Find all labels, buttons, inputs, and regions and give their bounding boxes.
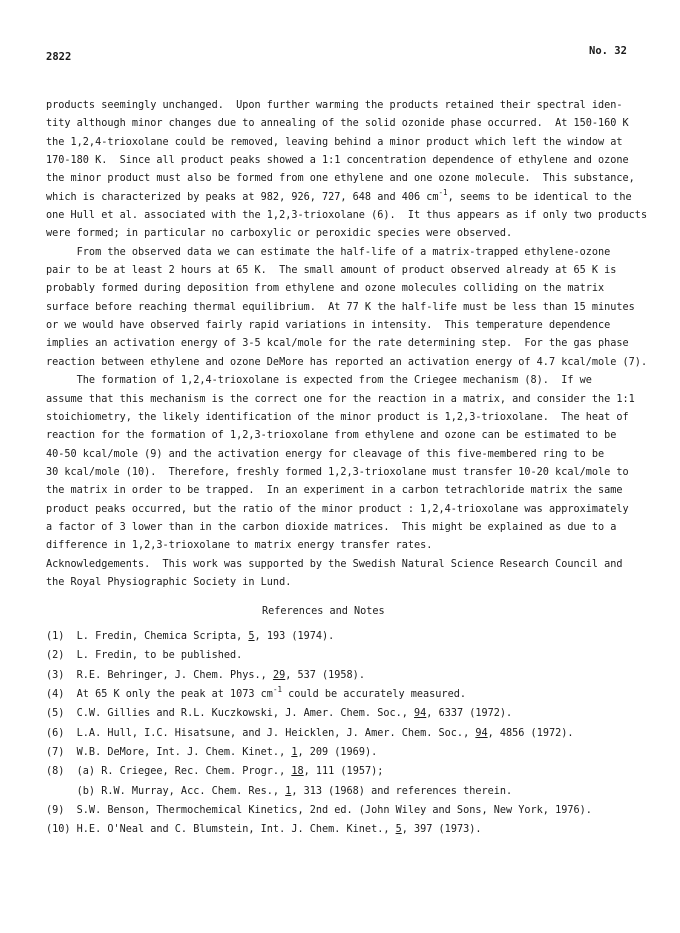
ref-volume: 29 — [272, 669, 286, 681]
reference-item — [46, 724, 646, 743]
body-line: From the observed data we can estimate the half-life of a matrix-trapped ethylene-ozone — [46, 246, 611, 258]
superscript: -1 — [272, 685, 282, 695]
ref-text: (7) W.B. DeMore, Int. J. Chem. Kinet., — [46, 747, 292, 759]
body-line: reaction for the formation of 1,2,3-trioxolane from ethylene and ozone can be estimated to be — [46, 430, 617, 442]
reference-item — [46, 782, 646, 801]
ref-text: (4) At 65 K only the peak at 1073 cm — [46, 689, 273, 701]
body-line: a factor of 3 lower than in the carbon dioxide matrices. This might be explained as due to a — [46, 521, 617, 533]
ref-text: (1) L. Fredin, Chemica Scripta, — [46, 631, 249, 642]
body-line: reaction between ethylene and ozone DeMore has reported an activation energy of 4.7 kcal/mole (7). — [46, 356, 648, 368]
body-line: surface before reaching thermal equilibrium. At 77 K the half-life must be less than 15 minutes — [46, 301, 635, 313]
body-line: The formation of 1,2,4-trioxolane is expected from the Criegee mechanism (8). If we — [46, 375, 592, 387]
ref-text: (8) (a) R. Criegee, Rec. Chem. Progr., — [46, 766, 292, 778]
ref-volume: 5 — [248, 631, 255, 642]
reference-item — [46, 743, 646, 762]
ref-text: (6) L.A. Hull, I.C. Hisatsune, and J. Heicklen, J. Amer. Chem. Soc., — [46, 727, 476, 739]
ref-text: , 111 (1957); — [303, 766, 384, 778]
ref-text: (3) R.E. Behringer, J. Chem. Phys., — [46, 669, 273, 681]
body-line: implies an activation energy of 3-5 kcal/mole for the rate determining step. For the gas phase — [46, 338, 629, 350]
body-line: were formed; in particular no carboxylic or peroxidic species were observed. — [46, 228, 513, 240]
ref-volume: 94 — [414, 708, 427, 720]
body-line: product peaks occurred, but the ratio of the minor product : 1,2,4-trioxolane was approximately — [46, 503, 629, 515]
body-line: probably formed during deposition from ethylene and ozone molecules colliding on the matrix — [46, 283, 605, 295]
body-line: pair to be at least 2 hours at 65 K. The small amount of product observed already at 65 K is — [46, 265, 617, 277]
body-line: or we would have observed fairly rapid variations in intensity. This temperature dependence — [46, 320, 611, 332]
ref-text: , 6337 (1972). — [426, 708, 513, 720]
ref-text: (b) R.W. Murray, Acc. Chem. Res., — [46, 785, 286, 797]
body-line-wavenumber — [46, 189, 646, 207]
reference-item — [46, 627, 646, 646]
reference-item — [46, 666, 646, 685]
reference-item — [46, 685, 646, 704]
body-line-part: , seems to be identical to the — [447, 191, 632, 203]
body-line-part: which is characterized by peaks at 982, 926, 727, 648 and 406 cm — [46, 191, 439, 203]
ref-text: could be accurately measured. — [281, 689, 466, 701]
ref-text: (5) C.W. Gillies and R.L. Kuczkowski, J. Amer. Chem. Soc., — [46, 708, 415, 720]
issue-number: No. 32 — [589, 45, 627, 57]
ref-volume: 1 — [291, 747, 298, 759]
ref-text: , 313 (1968) and references therein. — [291, 785, 513, 797]
body-line: the 1,2,4-trioxolane could be removed, leaving behind a minor product which left the window at — [46, 136, 623, 148]
body-line: 40-50 kcal/mole (9) and the activation energy for cleavage of this five-membered ring to be — [46, 448, 605, 460]
ref-text: , 193 (1974). — [254, 631, 335, 642]
page-number: 2822 — [46, 51, 72, 63]
ref-text: , 209 (1969). — [297, 747, 378, 759]
ref-volume: 1 — [285, 785, 292, 797]
body-line: one Hull et al. associated with the 1,2,3-trioxolane (6). It thus appears as if only two products — [46, 210, 648, 222]
body-line: assume that this mechanism is the correct one for the reaction in a matrix, and consider the 1:1 — [46, 393, 635, 405]
ref-text: (10) H.E. O'Neal and C. Blumstein, Int. J. Chem. Kinet., — [46, 824, 396, 836]
acknowledgements-line: Acknowledgements. This work was supported by the Swedish Natural Science Research Council and — [46, 558, 623, 570]
superscript: -1 — [438, 187, 448, 197]
ref-text: , 537 (1958). — [285, 669, 365, 681]
reference-item: (2) L. Fredin, to be published. — [46, 650, 243, 662]
ref-text: , 397 (1973). — [401, 824, 482, 836]
reference-item — [46, 820, 646, 839]
ref-volume: 94 — [475, 727, 488, 739]
references-heading: References and Notes — [262, 606, 385, 617]
references-list — [46, 627, 646, 840]
ref-volume: 5 — [395, 824, 402, 836]
ref-volume: 18 — [291, 766, 304, 778]
body-line: the matrix in order to be trapped. In an experiment in a carbon tetrachloride matrix the same — [46, 485, 623, 497]
body-line: the minor product must also be formed from one ethylene and one ozone molecule. This substance, — [46, 173, 635, 185]
body-line: 30 kcal/mole (10). Therefore, freshly formed 1,2,3-trioxolane must transfer 10-20 kcal/mole to — [46, 466, 629, 478]
body-line: difference in 1,2,3-trioxolane to matrix energy transfer rates. — [46, 540, 433, 552]
reference-item — [46, 704, 646, 723]
body-line: 170-180 K. Since all product peaks showed a 1:1 concentration dependence of ethylene and ozone — [46, 155, 629, 167]
reference-item — [46, 762, 646, 781]
body-line: tity although minor changes due to annealing of the solid ozonide phase occurred. At 150-160 K — [46, 118, 629, 130]
body-text — [46, 97, 646, 592]
body-line: stoichiometry, the likely identification of the minor product is 1,2,3-trioxolane. The heat of — [46, 411, 629, 423]
reference-item: (9) S.W. Benson, Thermochemical Kinetics, 2nd ed. (John Wiley and Sons, New York, 1976). — [46, 805, 592, 817]
body-line: products seemingly unchanged. Upon further warming the products retained their spectral iden- — [46, 100, 623, 111]
ref-text: , 4856 (1972). — [487, 727, 574, 739]
acknowledgements-line: the Royal Physiographic Society in Lund. — [46, 576, 292, 588]
